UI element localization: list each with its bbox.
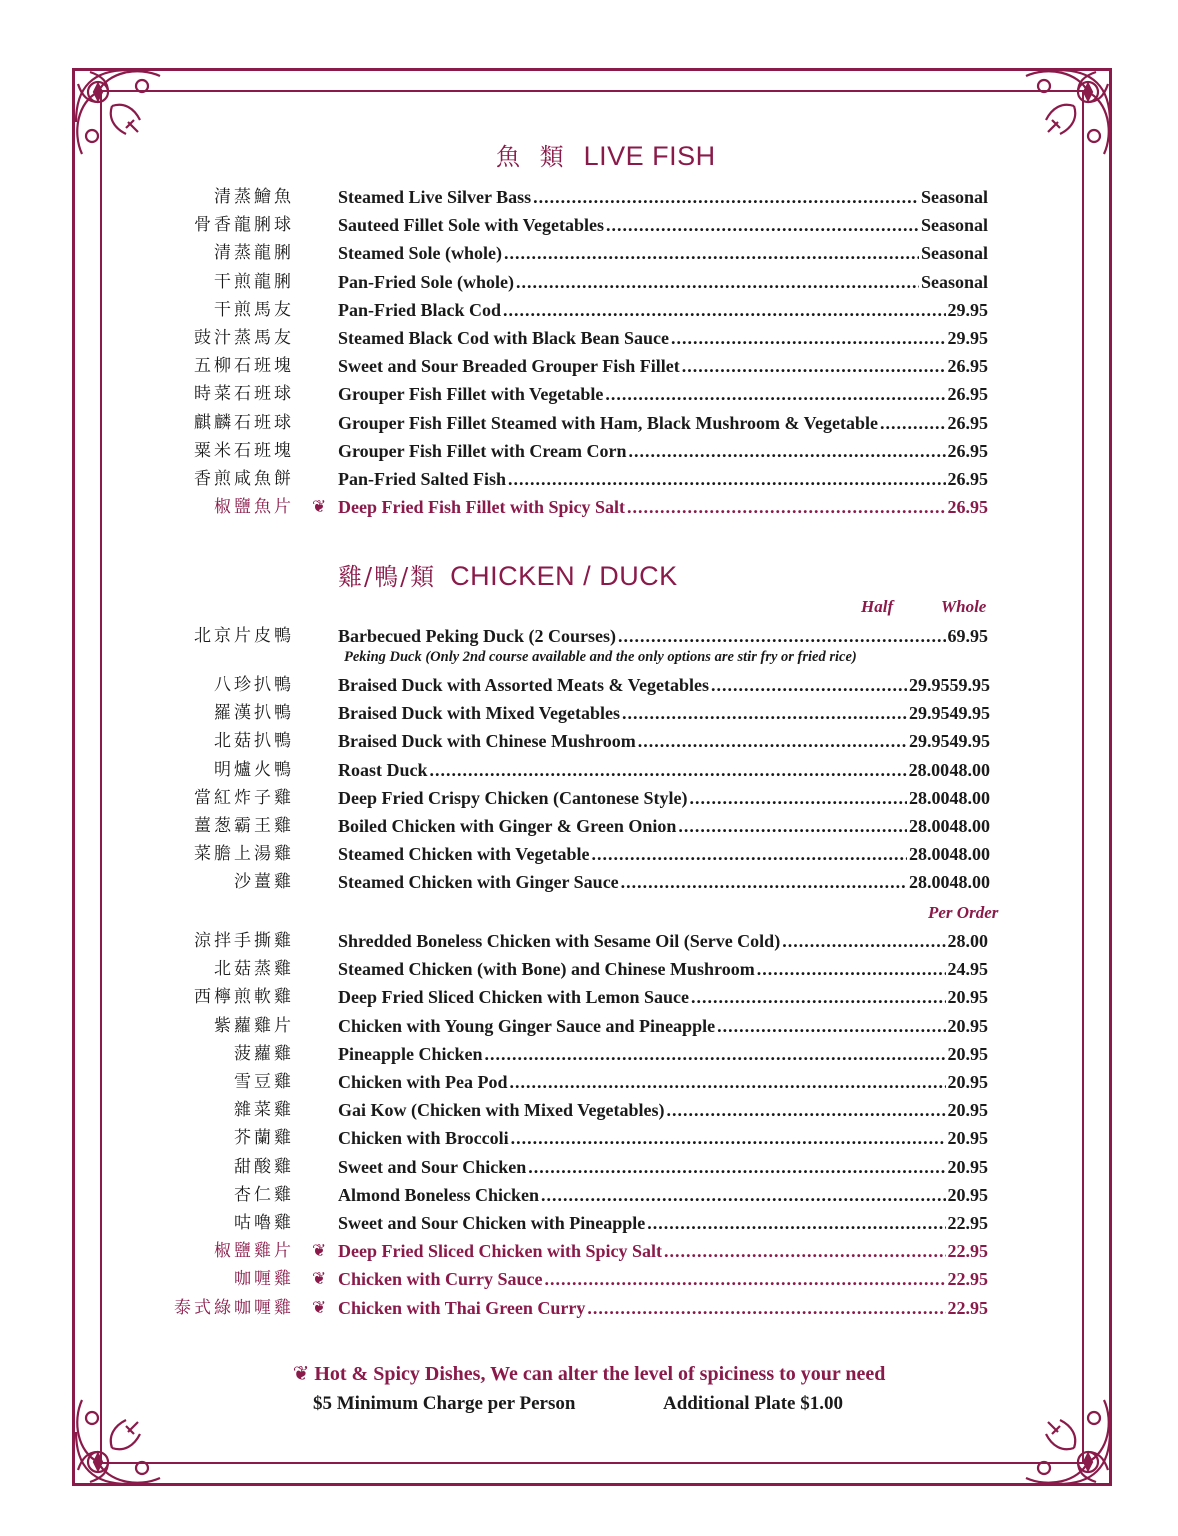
spicy-note (0, 1361, 1178, 1386)
dot-leader (511, 1126, 946, 1150)
additional-plate: Additional Plate $1.00 (663, 1393, 843, 1414)
item-line (338, 1296, 988, 1320)
corner-ornament-icon (68, 62, 176, 170)
item-line (338, 495, 988, 519)
item-name-zh: 北京片皮鴨 (194, 626, 294, 646)
menu-item-row (0, 1296, 1178, 1324)
peking-duck-note: Peking Duck (Only 2nd course available and the only options are stir fry or fried rice) (344, 649, 857, 665)
price-whole: 48.00 (949, 759, 990, 780)
item-name-zh: 明爐火鴨 (214, 759, 294, 780)
item-price: Seasonal (920, 187, 988, 207)
menu-item-row (0, 467, 1178, 495)
menu-item-row (0, 411, 1178, 439)
dot-leader (711, 673, 907, 697)
corner-ornament-icon (1010, 1384, 1118, 1492)
menu-item-row (0, 673, 1178, 701)
item-name-en: Pan-Fried Salted Fish (338, 469, 507, 489)
item-name-zh: 北菇蒸雞 (214, 959, 294, 980)
menu-item-row (0, 758, 1178, 786)
menu-item-row (0, 957, 1178, 985)
price-whole: 59.95 (949, 675, 990, 695)
chili-pepper-icon: ❦ (312, 1297, 327, 1318)
item-name-zh: 雜菜雞 (234, 1100, 294, 1121)
item-line (338, 326, 988, 350)
item-line (338, 439, 988, 463)
item-price: 22.95 (947, 1297, 988, 1318)
menu-item-row (0, 786, 1178, 814)
item-price: 69.95 (947, 626, 988, 646)
item-name-en: Braised Duck with Assorted Meats & Vegetables (338, 675, 709, 695)
item-line (338, 1155, 988, 1179)
item-price: 20.95 (947, 1184, 988, 1205)
item-name-zh: 雪豆雞 (234, 1072, 294, 1092)
dot-leader (485, 1042, 946, 1066)
item-name-zh: 泰式綠咖喱雞 (174, 1297, 294, 1318)
item-name-en: Pan-Fried Black Cod (338, 299, 502, 320)
item-line (338, 1239, 988, 1263)
price-whole: 48.00 (949, 816, 990, 836)
item-line (338, 701, 990, 725)
item-price: 26.95 (947, 469, 988, 489)
menu-item-row (0, 870, 1178, 898)
item-line (338, 241, 988, 265)
dot-leader (606, 213, 919, 237)
item-name-zh: 椒鹽雞片 (214, 1241, 294, 1262)
item-price: 24.95 (947, 959, 988, 980)
item-name-en: Steamed Chicken with Vegetable (338, 844, 590, 865)
item-name-en: Chicken with Curry Sauce (338, 1269, 543, 1290)
dot-leader (647, 1211, 945, 1235)
item-name-zh: 干煎馬友 (214, 299, 294, 320)
item-line (338, 624, 988, 648)
item-name-en: Deep Fried Fish Fillet with Spicy Salt (338, 497, 625, 518)
item-name-zh: 椒鹽魚片 (214, 497, 294, 518)
item-name-en: Deep Fried Sliced Chicken with Lemon Sauce (338, 987, 689, 1008)
menu-item-row (0, 1070, 1178, 1098)
menu-item-row (0, 1098, 1178, 1126)
item-price: 29.95 (947, 328, 988, 348)
dot-leader (516, 270, 919, 294)
dot-leader (528, 1155, 945, 1179)
item-line (338, 1070, 988, 1094)
menu-item-row (0, 985, 1178, 1013)
dot-leader (621, 870, 907, 894)
item-line (338, 467, 988, 491)
item-name-zh: 八珍扒鴨 (214, 675, 294, 695)
price-whole: 49.95 (949, 703, 990, 724)
item-line (338, 270, 988, 294)
item-name-en: Grouper Fish Fillet Steamed with Ham, Black Mushroom & Vegetable (338, 412, 878, 433)
dot-leader (587, 1296, 945, 1320)
dot-leader (605, 382, 945, 406)
item-line (338, 929, 988, 953)
item-price: 26.95 (947, 440, 988, 461)
column-header-per-order: Per Order (928, 903, 999, 922)
item-name-en: Braised Duck with Chinese Mushroom (338, 731, 636, 752)
item-line (338, 1042, 988, 1066)
menu-item-row (0, 1126, 1178, 1154)
item-line (338, 957, 988, 981)
menu-item-row (0, 241, 1178, 269)
dot-leader (682, 354, 946, 378)
item-line (338, 411, 988, 435)
section-title-en: CHICKEN / DUCK (450, 561, 678, 591)
dot-leader (667, 1098, 946, 1122)
item-name-en: Shredded Boneless Chicken with Sesame Oil (Serve Cold) (338, 931, 781, 951)
item-name-zh: 粟米石班塊 (194, 440, 294, 461)
item-name-en: Braised Duck with Mixed Vegetables (338, 703, 621, 724)
item-name-zh: 豉汁蒸馬友 (194, 328, 294, 348)
item-price: 20.95 (947, 1100, 988, 1121)
item-name-en: Steamed Chicken with Ginger Sauce (338, 872, 619, 893)
item-name-en: Barbecued Peking Duck (2 Courses) (338, 626, 616, 646)
chili-pepper-icon: ❦ (312, 1241, 327, 1262)
menu-item-row (0, 814, 1178, 842)
menu-item-row (0, 326, 1178, 354)
item-name-zh: 紫蘿雞片 (214, 1015, 294, 1036)
section-title-chicken-duck (338, 557, 678, 592)
item-name-zh: 時菜石班球 (194, 384, 294, 405)
dot-leader (628, 439, 945, 463)
menu-item-row (0, 270, 1178, 298)
item-line (338, 870, 990, 894)
item-line (338, 298, 988, 322)
menu-item-row (0, 624, 1178, 652)
menu-item-row (0, 382, 1178, 410)
item-name-en: Almond Boneless Chicken (338, 1184, 540, 1205)
dot-leader (504, 241, 919, 265)
price-whole: 48.00 (949, 844, 990, 865)
item-price: 22.95 (947, 1241, 988, 1262)
item-price: 22.95 (947, 1213, 988, 1233)
menu-item-row (0, 1267, 1178, 1295)
item-name-zh: 菠蘿雞 (234, 1043, 294, 1064)
dot-leader (664, 1239, 945, 1263)
column-header-half: Half (861, 597, 894, 616)
price-whole: 48.00 (949, 872, 990, 893)
menu-item-row (0, 1042, 1178, 1070)
dot-leader (627, 495, 946, 519)
menu-item-row (0, 729, 1178, 757)
item-price: 20.95 (947, 1043, 988, 1064)
item-name-zh: 北菇扒鴨 (214, 731, 294, 752)
item-price: 29.95 (947, 299, 988, 320)
dot-leader (717, 1014, 945, 1038)
menu-item-row (0, 213, 1178, 241)
item-line (338, 354, 988, 378)
menu-item-row (0, 1155, 1178, 1183)
menu-item-row (0, 701, 1178, 729)
item-name-en: Roast Duck (338, 759, 428, 780)
section-title-live-fish (496, 137, 716, 172)
item-name-en: Grouper Fish Fillet with Vegetable (338, 384, 604, 405)
item-name-en: Sauteed Fillet Sole with Vegetables (338, 215, 604, 236)
item-name-zh: 杏仁雞 (234, 1184, 294, 1205)
section-title-en: LIVE FISH (583, 141, 716, 171)
corner-ornament-icon (1010, 62, 1118, 170)
item-line (338, 1267, 988, 1291)
item-name-zh: 甜酸雞 (234, 1156, 294, 1177)
price-half: 28.00 (909, 816, 950, 836)
chili-pepper-icon: ❦ (292, 1361, 310, 1385)
item-name-zh: 沙薑雞 (234, 872, 294, 893)
menu-item-row (0, 1239, 1178, 1267)
dot-leader (510, 1070, 946, 1094)
price-half: 29.95 (909, 675, 950, 695)
item-name-en: Pineapple Chicken (338, 1043, 483, 1064)
item-line (338, 1014, 988, 1038)
item-line (338, 1098, 988, 1122)
item-name-en: Steamed Sole (whole) (338, 243, 502, 264)
item-price: 20.95 (947, 1156, 988, 1177)
menu-item-row (0, 842, 1178, 870)
item-name-en: Steamed Chicken (with Bone) and Chinese Mushroom (338, 959, 755, 980)
item-line (338, 673, 990, 697)
item-name-en: Chicken with Young Ginger Sauce and Pineapple (338, 1015, 716, 1036)
item-price: 20.95 (947, 1015, 988, 1036)
item-line (338, 758, 990, 782)
item-price: 26.95 (947, 356, 988, 377)
item-name-zh: 香煎咸魚餅 (194, 469, 294, 489)
menu-item-row (0, 1211, 1178, 1239)
price-half: 28.00 (909, 872, 950, 893)
item-name-zh: 麒麟石班球 (194, 412, 294, 433)
dot-leader (618, 624, 946, 648)
item-name-en: Steamed Black Cod with Black Bean Sauce (338, 328, 670, 348)
item-name-en: Deep Fried Sliced Chicken with Spicy Salt (338, 1241, 663, 1262)
item-line (338, 786, 990, 810)
item-name-zh: 骨香龍脷球 (194, 215, 294, 236)
dot-leader (541, 1183, 945, 1207)
item-name-zh: 清蒸鱠魚 (214, 187, 294, 207)
item-name-en: Sweet and Sour Chicken (338, 1156, 527, 1177)
price-whole: 49.95 (949, 731, 990, 752)
item-price: 22.95 (947, 1269, 988, 1290)
price-whole: 48.00 (949, 787, 990, 808)
item-name-en: Sweet and Sour Chicken with Pineapple (338, 1213, 646, 1233)
dot-leader (503, 298, 945, 322)
chili-pepper-icon: ❦ (312, 1269, 327, 1290)
item-name-zh: 咖喱雞 (234, 1269, 294, 1290)
chili-pepper-icon: ❦ (312, 497, 327, 518)
dot-leader (622, 701, 907, 725)
menu-item-row (0, 1183, 1178, 1211)
dot-leader (671, 326, 945, 350)
corner-ornament-icon (68, 1384, 176, 1492)
price-half: 29.95 (909, 731, 950, 752)
dot-leader (430, 758, 907, 782)
item-price: Seasonal (920, 243, 988, 264)
item-name-en: Chicken with Pea Pod (338, 1072, 508, 1092)
menu-item-row (0, 439, 1178, 467)
item-line (338, 1211, 988, 1235)
item-name-zh: 干煎龍脷 (214, 271, 294, 292)
item-name-en: Boiled Chicken with Ginger & Green Onion (338, 816, 677, 836)
item-line (338, 382, 988, 406)
price-half: 29.95 (909, 703, 950, 724)
item-line (338, 1126, 988, 1150)
dot-leader (782, 929, 945, 953)
dot-leader (691, 985, 946, 1009)
item-name-zh: 清蒸龍脷 (214, 243, 294, 264)
item-name-en: Deep Fried Crispy Chicken (Cantonese Style) (338, 787, 688, 808)
dot-leader (592, 842, 908, 866)
item-name-zh: 五柳石班塊 (194, 356, 294, 377)
minimum-charge: $5 Minimum Charge per Person (313, 1393, 576, 1414)
item-price: 26.95 (947, 384, 988, 405)
item-line (338, 729, 990, 753)
item-price: Seasonal (920, 215, 988, 236)
item-price: 20.95 (947, 1072, 988, 1092)
item-name-en: Gai Kow (Chicken with Mixed Vegetables) (338, 1100, 665, 1121)
column-header-whole: Whole (941, 597, 987, 616)
price-half: 28.00 (909, 844, 950, 865)
item-name-zh: 咕嚕雞 (234, 1213, 294, 1233)
item-line (338, 842, 990, 866)
menu-item-row (0, 1014, 1178, 1042)
price-half: 28.00 (909, 787, 950, 808)
dot-leader (689, 786, 907, 810)
spicy-note-text: Hot & Spicy Dishes, We can alter the level of spiciness to your need (314, 1363, 886, 1385)
item-line (338, 814, 990, 838)
item-name-zh: 涼拌手撕雞 (194, 931, 294, 951)
price-half: 28.00 (908, 759, 950, 780)
item-price: 26.95 (947, 412, 988, 433)
item-line (338, 185, 988, 209)
item-price: 20.95 (947, 987, 988, 1008)
item-name-zh: 薑葱霸王雞 (194, 816, 294, 836)
dot-leader (638, 729, 907, 753)
item-name-en: Grouper Fish Fillet with Cream Corn (338, 440, 627, 461)
item-price: Seasonal (920, 271, 988, 292)
item-name-en: Steamed Live Silver Bass (338, 187, 532, 207)
menu-item-row (0, 929, 1178, 957)
dot-leader (545, 1267, 946, 1291)
item-price: 20.95 (947, 1128, 988, 1149)
dot-leader (757, 957, 946, 981)
item-name-zh: 羅漢扒鴨 (214, 703, 294, 724)
item-name-zh: 菜膽上湯雞 (194, 844, 294, 865)
dot-leader (880, 411, 946, 435)
item-name-en: Chicken with Broccoli (338, 1128, 509, 1149)
item-price: 28.00 (947, 931, 988, 951)
menu-item-row (0, 185, 1178, 213)
item-name-en: Chicken with Thai Green Curry (338, 1297, 586, 1318)
item-line (338, 213, 988, 237)
item-name-zh: 當紅炸子雞 (194, 787, 294, 808)
item-name-zh: 芥蘭雞 (234, 1128, 294, 1149)
item-line (338, 985, 988, 1009)
item-name-en: Sweet and Sour Breaded Grouper Fish Fillet (338, 356, 680, 377)
menu-item-row (0, 354, 1178, 382)
dot-leader (678, 814, 907, 838)
dot-leader (533, 185, 919, 209)
item-name-zh: 西檸煎軟雞 (194, 987, 294, 1008)
menu-item-row (0, 495, 1178, 523)
item-name-en: Pan-Fried Sole (whole) (338, 271, 514, 292)
section-title-zh: 雞/鴨/類 (338, 563, 437, 591)
item-price: 26.95 (947, 497, 988, 518)
dot-leader (508, 467, 945, 491)
menu-item-row (0, 298, 1178, 326)
section-title-zh: 魚 類 (496, 143, 570, 171)
item-line (338, 1183, 988, 1207)
